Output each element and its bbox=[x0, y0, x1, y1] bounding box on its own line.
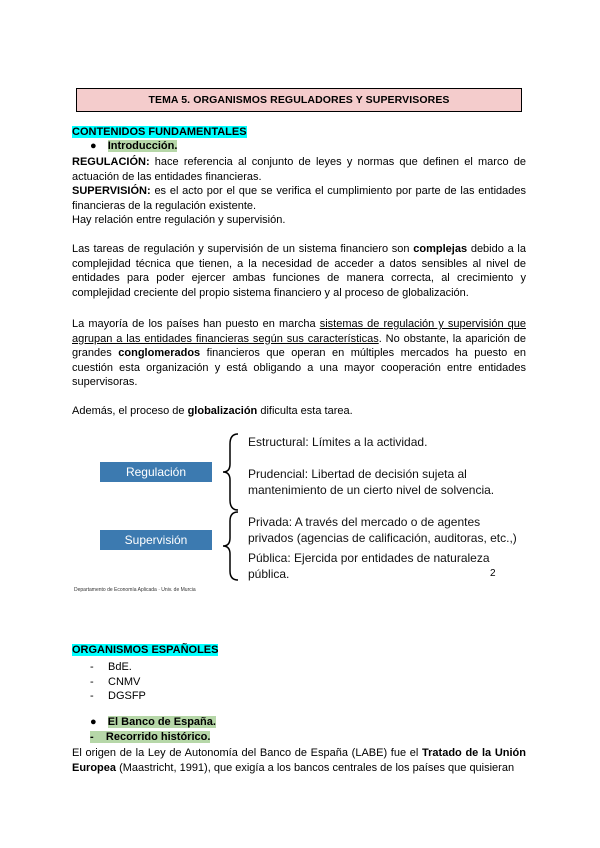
list-item: - BdE. bbox=[90, 661, 132, 673]
organismos-list bbox=[90, 660, 146, 704]
supervision-brace-icon bbox=[220, 510, 242, 582]
section-heading-organismos: ORGANISMOS ESPAÑOLES bbox=[72, 644, 219, 656]
section-heading-contenidos: CONTENIDOS FUNDAMENTALES bbox=[72, 126, 247, 138]
prudencial-text: Prudencial: Libertad de decisión sujeta al mantenimiento de un cierto nivel de solvencia. bbox=[248, 467, 495, 497]
paragraph-sistemas: La mayoría de los países han puesto en marcha sistemas de regulación y supervisión que agrupan a las entidades financieras según sus características. No obstante, la aparición de grandes conglomerados financieros que operan en múltiples mercados ha puesto en cuestión esta organización y está obligando a una mayor cooperación entre entidades supervisoras. bbox=[72, 318, 527, 389]
list-item: - DGSFP bbox=[90, 690, 146, 703]
publica-text: Pública: Ejercida por entidades de naturaleza pública. bbox=[248, 551, 490, 581]
bullet-banco-espana: ● El Banco de España. bbox=[90, 716, 216, 728]
regulacion-definition: REGULACIÓN: hace referencia al conjunto de leyes y normas que definen el marco de actuación de las entidades financieras. bbox=[72, 156, 526, 183]
slide-footer: Departamento de Economía Aplicada · Univ. de Murcia bbox=[74, 587, 196, 593]
paragraph-complejas: Las tareas de regulación y supervisión de un sistema financiero son complejas debido a la complejidad técnica que tienen, a la necesidad de acceder a datos sensibles al nivel de entidades para poder ejercer ambas funciones de manera correcta, al crecimiento y complejidad creciente del propio sistema financiero y al proceso de globalización. bbox=[72, 243, 526, 299]
paragraph-globalizacion: Además, el proceso de globalización dificulta esta tarea. bbox=[72, 405, 353, 417]
slide-page-number: 2 bbox=[490, 568, 496, 579]
list-item: - CNMV bbox=[90, 675, 141, 688]
regulacion-brace-icon bbox=[220, 432, 242, 512]
regulation-supervision-diagram bbox=[70, 428, 530, 598]
supervision-box: Supervisión bbox=[100, 530, 212, 550]
document-title: TEMA 5. ORGANISMOS REGULADORES Y SUPERVISORES bbox=[76, 88, 522, 112]
intro-definitions bbox=[72, 155, 526, 228]
bullet-introduccion: ● Introducción. bbox=[90, 140, 178, 152]
estructural-text: Estructural: Límites a la actividad. bbox=[248, 435, 428, 449]
paragraph-labe: El origen de la Ley de Autonomía del Banco de España (LABE) fue el Tratado de la Unión Europea (Maastricht, 1991), que exigía a los bancos centrales de los países que quisieran bbox=[72, 747, 526, 774]
bullet-recorrido: - Recorrido histórico. bbox=[90, 731, 211, 743]
bullet-dot-icon: ● bbox=[90, 140, 97, 152]
privada-text: Privada: A través del mercado o de agentes privados (agencias de calificación, auditoras, etc.,) bbox=[248, 515, 517, 545]
supervision-definition: SUPERVISIÓN: es el acto por el que se verifica el cumplimiento por parte de las entidades financieras de la regulación existente. bbox=[72, 185, 526, 212]
regulacion-box: Regulación bbox=[100, 462, 212, 482]
relacion-text: Hay relación entre regulación y supervisión. bbox=[72, 214, 286, 227]
bullet-dot-icon: ● bbox=[90, 716, 97, 728]
